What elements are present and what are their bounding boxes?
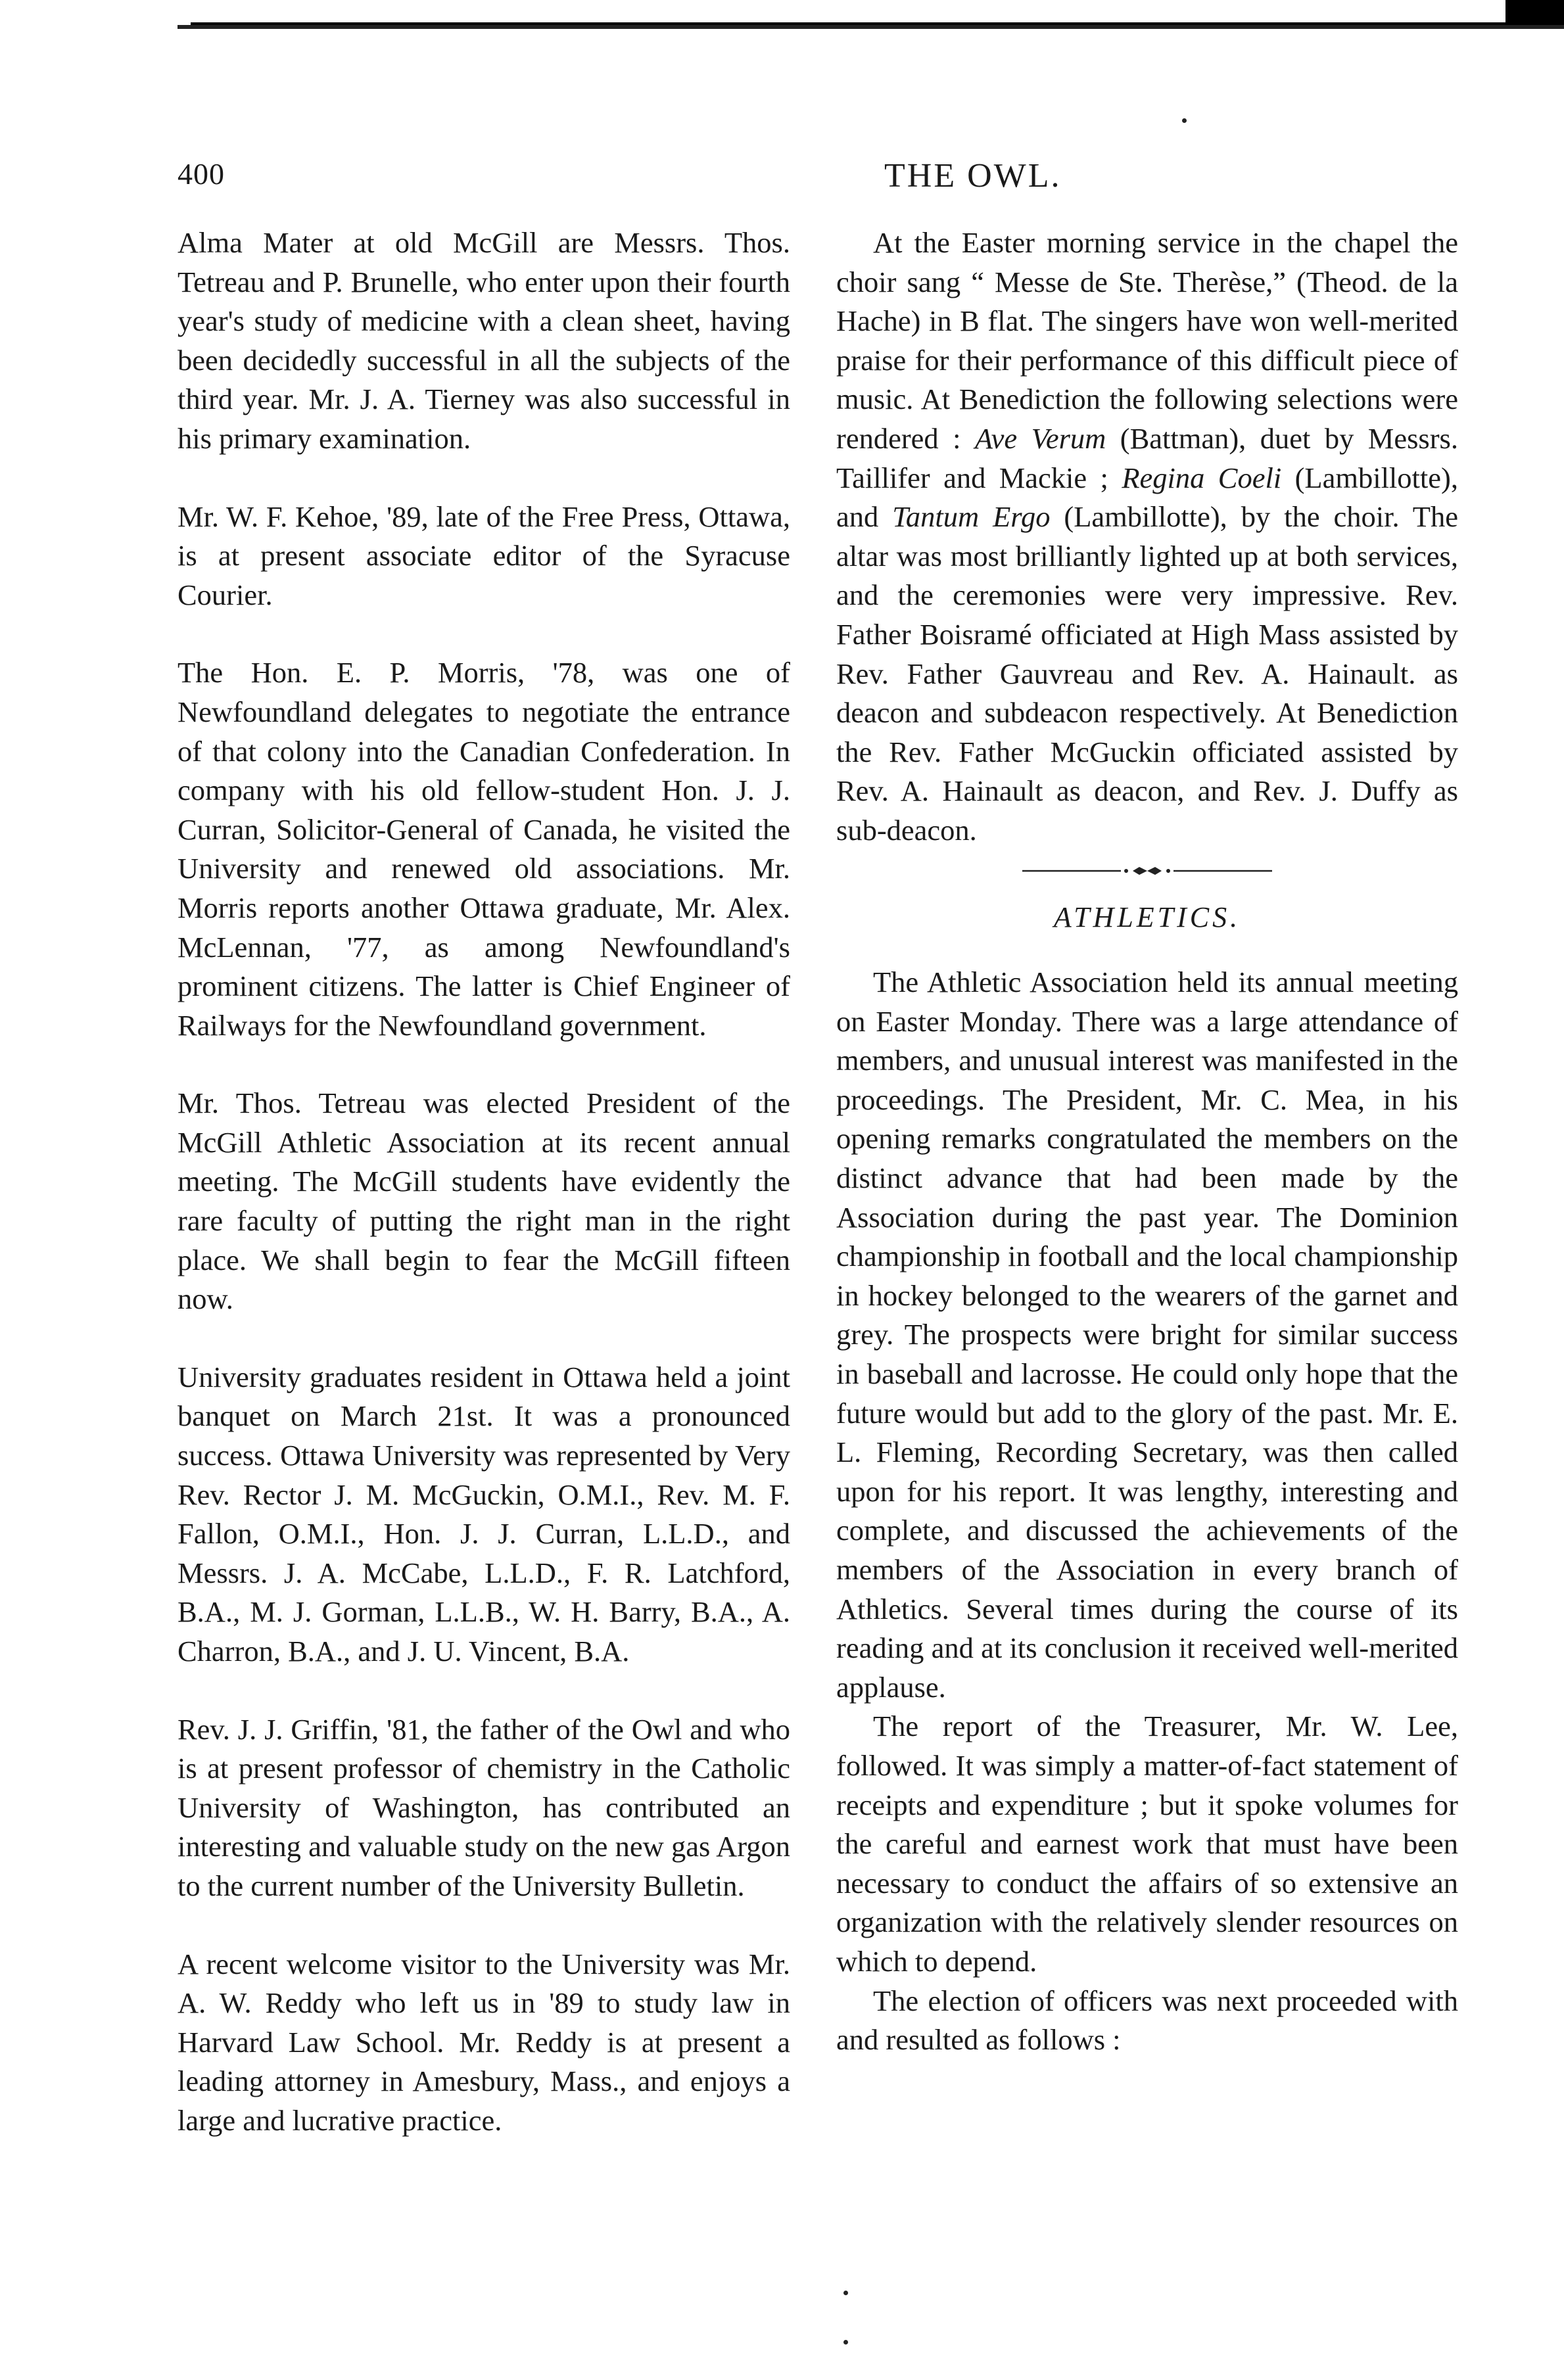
print-speck (843, 2291, 848, 2295)
paragraph-treasurer-report: The report of the Treasurer, Mr. W. Lee, followed. It was simply a matter-of-fact statement of receipts and expenditure ; but it spoke volumes for the careful and earnest work that must have been necessary to conduct the affairs of so extensive an organization with the relatively slender resources on which to depend. (836, 1710, 1458, 1978)
easter-text-3: (Lambillotte), and (836, 461, 1458, 534)
print-speck (1182, 118, 1187, 123)
paragraph-griffin: Rev. J. J. Griffin, '81, the father of the Owl and who is at present professor of chemistry in the Catholic University of Washington, has contributed an interesting and valuable study on the new gas Argon to the current number of the University Bulletin. (178, 1712, 790, 1902)
title-tantum-ergo: Tantum Ergo (892, 500, 1051, 534)
easter-text-2: (Battman), duet by Messrs. Taillifer and Mackie ; (836, 421, 1458, 494)
paragraph-morris: The Hon. E. P. Morris, '78, was one of Newfoundland delegates to negotiate the entrance of that colony into the Canadian Confederation. In company with his old fellow-student Hon. J. J. Curran, Solicitor-General of Canada, he visited the University and renewed old associations. Mr. Morris reports another Ottawa graduate, Mr. Alex. McLennan, '77, as among Newfoundland's prominent citizens. The latter is Chief Engineer of Railways for the Newfoundland government. (178, 656, 790, 1042)
section-divider-ornament (836, 854, 1458, 887)
paragraph-banquet: University graduates resident in Ottawa held a joint banquet on March 21st. It was a pronounced success. Ottawa University was represented by Very Rev. Rector J. M. McGuckin, O.M.I., Rev. M. F. Fallon, O.M.I., Hon. J. J. Curran, L.L.D., and Messrs. J. A. McCabe, L.L.D., F. R. Latchford, B.A., M. J. Gorman, L.L.B., W. H. Barry, B.A., A. Charron, B.A., and J. U. Vincent, B.A. (178, 1360, 790, 1668)
title-regina-coeli: Regina Coeli (1122, 461, 1282, 494)
paragraph-election: The election of officers was next proceeded with and resulted as follows : (836, 1984, 1458, 2057)
paragraph-kehoe: Mr. W. F. Kehoe, '89, late of the Free Press, Ottawa, is at present associate editor of the Syracuse Courier. (178, 500, 790, 611)
right-column (836, 223, 1458, 2060)
paragraph-mcgill-students: Alma Mater at old McGill are Messrs. Thos. Tetreau and P. Brunelle, who enter upon their fourth year's study of medicine with a clean sheet, having been decidedly successful in all the subjects of the third year. Mr. J. A. Tierney was also successful in his primary examination. (178, 226, 790, 455)
easter-text-1: At the Easter morning service in the chapel the choir sang “ Messe de Ste. Therèse,” (Theod. de la Hache) in B flat. The singers have won well-merited praise for their performance of this difficult piece of music. At Benediction the following selections were rendered : (836, 226, 1458, 455)
paragraph-tetreau: Mr. Thos. Tetreau was elected President of the McGill Athletic Association at its recent annual meeting. The McGill students have evidently the rare faculty of putting the right man in the right place. We shall begin to fear the McGill fifteen now. (178, 1086, 790, 1316)
running-title: THE OWL. (884, 157, 1062, 195)
print-speck (843, 2340, 848, 2345)
top-border-gap (191, 0, 1505, 22)
title-ave-verum: Ave Verum (974, 421, 1106, 455)
page-header (178, 156, 1420, 202)
easter-text-4: (Lambillotte), by the choir. The altar was most brilliantly lighted up at both services, and the ceremonies were very impressive. Rev. Father Boisramé officiated at High Mass assisted by Rev. Father Gauvreau and Rev. A. Hainault. as deacon and subdeacon respectively. At Benediction the Rev. Father McGuckin officiated assisted by Rev. A. Hainault as deacon, and Rev. J. Duffy as sub-deacon. (836, 500, 1458, 847)
paragraph-athletic-meeting: The Athletic Association held its annual meeting on Easter Monday. There was a large attendance of members, and unusual interest was manifested in the proceedings. The President, Mr. C. Mea, in his opening remarks congratulated the members on the distinct advance that had been made by the Association during the past year. The Dominion championship in football and the local championship in hockey belonged to the wearers of the garnet and grey. The prospects were bright for similar success in baseball and lacrosse. He could only hope that the future would but add to the glory of the past. Mr. E. L. Fleming, Recording Secretary, was then called upon for his report. It was lengthy, interesting and complete, and discussed the achievements of the members of the Association in every branch of Athletics. Several times during the course of its reading and at its conclusion it received well-merited applause. (836, 966, 1458, 1704)
left-column (178, 223, 790, 2180)
paragraph-easter-service (836, 223, 1458, 851)
page-number: 400 (178, 157, 225, 191)
paragraph-reddy: A recent welcome visitor to the University was Mr. A. W. Reddy who left us in '89 to study law in Harvard Law School. Mr. Reddy is at present a leading attorney in Amesbury, Mass., and enjoys a large and lucrative practice. (178, 1947, 790, 2137)
section-heading-athletics: ATHLETICS. (1053, 900, 1241, 933)
